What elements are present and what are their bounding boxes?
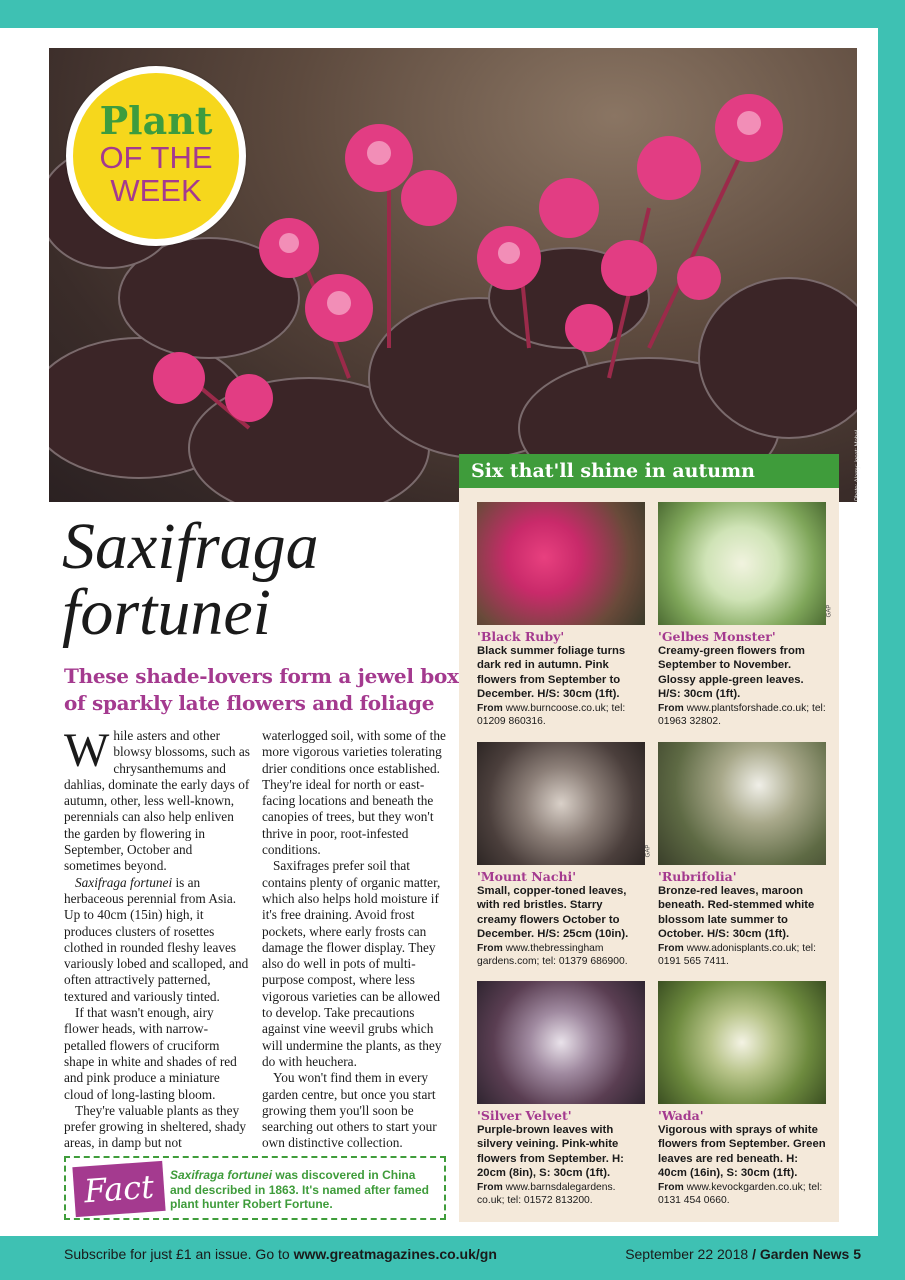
variety-photo <box>658 981 826 1104</box>
flower-cluster <box>401 170 457 226</box>
variety-card <box>477 981 645 1208</box>
variety-name: 'Silver Velvet' <box>477 1108 572 1123</box>
paragraph <box>64 875 250 1005</box>
variety-description: Bronze-red leaves, maroon beneath. Red-stemmed white blossom late summer to October. H/S: 30cm (1ft). <box>658 885 815 941</box>
variety-photo <box>658 742 826 865</box>
paragraph: waterlogged soil, with some of the more vigorous varieties tolerating drier conditions once established. They're ideal for north or east-facing locations and beneath the canopies of trees, but they won't thrive in poor, root-infested conditions. <box>262 728 446 858</box>
paragraph: Saxifrages prefer soil that contains plenty of organic matter, which also helps hold moisture if it's free draining. Avoid frost pockets, where early frosts can damage the flower display. They also do well in pots of multi-purpose compost, where less vigorous varieties can be allowed to develop. Take precautions against vine weevil grubs which will undermine the plants, as they do with heuchera. <box>262 858 442 1069</box>
issue-info <box>625 1246 861 1262</box>
variety-card <box>658 981 826 1208</box>
magazine-page: / Garden News 5 <box>752 1246 861 1262</box>
flower-cluster <box>225 374 273 422</box>
variety-description: Vigorous with sprays of white flowers from September. Green leaves are red beneath. H: 40cm (16in), S: 30cm (1ft). <box>658 1124 826 1180</box>
article-title <box>62 510 452 649</box>
paragraph: You won't find them in every garden centre, but once you start growing them you'll soon be searching out others to start your own distinctive collection. <box>262 1070 437 1151</box>
variety-description: Purple-brown leaves with silvery veining. Pink-white flowers from September. H: 20cm (8in), S: 30cm (1ft). <box>477 1124 624 1180</box>
variety-photo <box>658 502 826 625</box>
fact-text <box>170 1168 440 1212</box>
variety-source <box>477 702 645 729</box>
six-varieties-heading: Six that'll shine in autumn <box>459 454 839 488</box>
from-label: From <box>477 942 503 954</box>
variety-name: 'Mount Nachi' <box>477 869 577 884</box>
article-column-1 <box>64 724 250 1152</box>
variety-description: Creamy-green flowers from September to November. Glossy apple-green leaves. H/S: 30cm (1ft). <box>658 645 805 701</box>
source-text: www.thebressingham gardens.com; tel: 01379 686900. <box>477 942 628 968</box>
subscribe-text: Subscribe for just £1 an issue. Go to <box>64 1246 294 1262</box>
variety-card <box>477 502 645 729</box>
variety-card <box>658 742 826 969</box>
fact-species: Saxifraga fortunei <box>170 1168 273 1182</box>
source-text: www.kevockgarden.co.uk; tel: 0131 454 0660. <box>658 1181 823 1207</box>
paragraph-text: is an herbaceous perennial from Asia. Up to 40cm (15in) high, it produces clusters of rosettes clothed in rounded fleshy leaves variously lobed and scalloped, and often attractively patterned, textured and variously tinted. <box>64 874 249 1004</box>
variety-source <box>658 702 826 729</box>
variety-name: 'Gelbes Monster' <box>658 629 776 644</box>
from-label: From <box>658 942 684 954</box>
species-name: Saxifraga fortunei <box>75 874 173 890</box>
source-text: www.barnsdalegardens. co.uk; tel: 01572 813200. <box>477 1181 616 1207</box>
fact-body: was discovered in China and described in 1863. It's named after famed plant hunter Robert Fortune. <box>170 1168 429 1211</box>
paragraph: If that wasn't enough, airy flower heads, with narrow-petalled flowers of cruciform shape in white and shades of red and pink produce a miniature cloud of long-lasting bloom. <box>64 1005 237 1102</box>
photo-credit: Photo: Alamy; inset: Mabel <box>855 430 861 502</box>
flower-cluster <box>677 256 721 300</box>
title-line-2: fortunei <box>62 576 271 649</box>
photo-credit: GAP <box>826 604 833 618</box>
variety-description: Black summer foliage turns dark red in autumn. Pink flowers from September to December. H/S: 30cm (1ft). <box>477 645 626 701</box>
flower-cluster <box>153 352 205 404</box>
variety-source <box>477 1181 645 1208</box>
flower-cluster <box>539 178 599 238</box>
variety-photo <box>477 502 645 625</box>
subscribe-link[interactable]: www.greatmagazines.co.uk/gn <box>293 1246 497 1262</box>
article-subtitle: These shade-lovers form a jewel box of sparkly late flowers and foliage <box>64 664 459 715</box>
from-label: From <box>477 1181 503 1193</box>
badge-line-week: WEEK <box>110 173 202 208</box>
paragraph <box>64 724 250 875</box>
flower-cluster <box>637 136 701 200</box>
variety-source <box>658 942 826 969</box>
from-label: From <box>658 702 684 714</box>
fact-box <box>64 1156 446 1220</box>
paragraph-text: hile asters and other blowsy blossoms, such as chrysanthemums and dahlias, dominate the early days of autumn, other, less well-known, perennials can also help enliven the garden by flowering in September, October and sometimes beyond. <box>64 728 250 874</box>
variety-card <box>477 742 645 969</box>
source-text: www.burncoose.co.uk; tel: 01209 860316. <box>477 702 626 728</box>
photo-credit: GAP <box>645 844 652 858</box>
badge-line-of-the: OF THE <box>99 140 213 175</box>
variety-photo <box>477 742 645 865</box>
from-label: From <box>658 1181 684 1193</box>
six-varieties-panel <box>459 488 839 1222</box>
variety-name: 'Wada' <box>658 1108 704 1123</box>
paragraph: They're valuable plants as they prefer growing in sheltered, shady areas, in damp but not <box>64 1102 247 1151</box>
plant-of-the-week-badge <box>66 66 246 246</box>
flower-cluster <box>565 304 613 352</box>
variety-description: Small, copper-toned leaves, with red bristles. Starry creamy flowers October to December. H/S: 25cm (10in). <box>477 885 629 941</box>
variety-card <box>658 502 826 729</box>
variety-source <box>658 1181 826 1208</box>
flower-cluster <box>601 240 657 296</box>
variety-name: 'Black Ruby' <box>477 629 565 644</box>
badge-line-plant: Plant <box>99 98 213 143</box>
drop-cap: W <box>64 724 110 777</box>
title-line-1: Saxifraga <box>62 510 319 583</box>
source-text: www.adonisplants.co.uk; tel: 0191 565 7411. <box>658 942 816 968</box>
from-label: From <box>477 702 503 714</box>
issue-date: September 22 2018 <box>625 1246 753 1262</box>
variety-photo <box>477 981 645 1104</box>
subscribe-line <box>64 1246 497 1262</box>
fact-tag: Fact <box>72 1161 165 1217</box>
article-column-2 <box>262 728 448 1152</box>
source-text: www.plantsforshade.co.uk; tel: 01963 32802. <box>658 702 826 728</box>
variety-source <box>477 942 645 969</box>
variety-name: 'Rubrifolia' <box>658 869 737 884</box>
